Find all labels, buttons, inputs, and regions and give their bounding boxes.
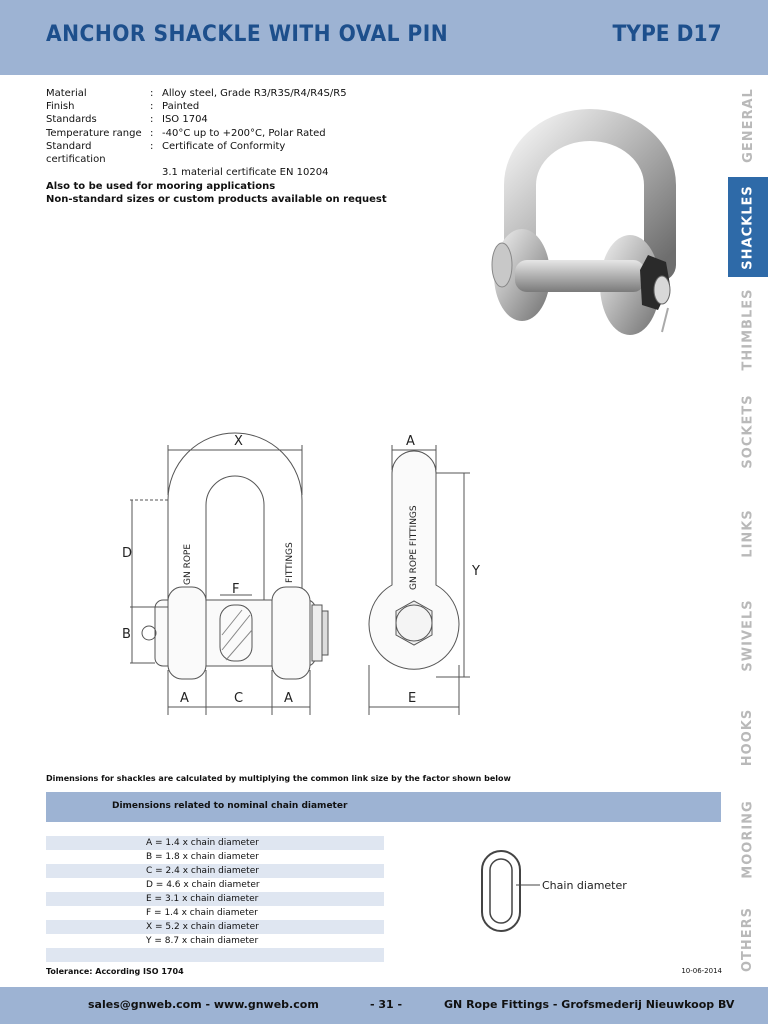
date: 10-06-2014 [681, 967, 722, 975]
tab-label: SHACKLES [740, 184, 756, 270]
product-type: TYPE D17 [612, 22, 722, 47]
table-row: E = 3.1 x chain diameter [46, 892, 384, 906]
spec-label: Material [46, 88, 87, 99]
label-a-side: A [406, 434, 415, 449]
tab-sockets[interactable] [728, 381, 768, 481]
spec-value: Alloy steel, Grade R3/R3S/R4/R4S/R5 [162, 88, 347, 99]
tab-hooks[interactable] [728, 687, 768, 787]
spec-colon: : [150, 114, 154, 126]
label-y: Y [472, 564, 480, 579]
table-row: C = 2.4 x chain diameter [46, 864, 384, 878]
spec-value: -40°C up to +200°C, Polar Rated [162, 127, 326, 139]
label-a-right: A [284, 691, 293, 706]
left-eye [168, 587, 206, 679]
spec-value: Certificate of Conformity [162, 140, 286, 152]
tab-label: GENERAL [740, 87, 756, 163]
spec-value: ISO 1704 [162, 114, 208, 126]
spec-label: Standards [46, 114, 97, 126]
spec-label: Standard certification [46, 140, 106, 166]
tab-label: SOCKETS [740, 393, 756, 469]
spec-value: Painted [162, 101, 200, 113]
tab-label: SWIVELS [740, 598, 756, 672]
label-a-left: A [180, 691, 189, 706]
tab-label: HOOKS [740, 708, 756, 766]
chain-link-diagram [480, 845, 640, 935]
footer-contact: sales@gnweb.com - www.gnweb.com [88, 998, 319, 1011]
spec-colon: : [150, 101, 154, 113]
table-row: X = 5.2 x chain diameter [46, 920, 384, 934]
spec-label: Temperature range [46, 127, 142, 139]
chain-label: Chain diameter [542, 879, 627, 892]
tolerance: Tolerance: According ISO 1704 [46, 967, 184, 976]
label-e: E [408, 691, 417, 706]
spec-row [46, 87, 347, 100]
tab-general[interactable] [728, 75, 768, 175]
footer-company: GN Rope Fittings - Grofsmederij Nieuwkoop BV [444, 998, 735, 1011]
right-eye [272, 587, 310, 679]
label-b: B [122, 627, 131, 642]
dimensions-header: Dimensions related to nominal chain diameter [112, 801, 348, 811]
table-row [46, 948, 384, 962]
table-row: F = 1.4 x chain diameter [146, 908, 258, 918]
spec-list [46, 87, 347, 179]
dimensions-note: Dimensions for shackles are calculated by multiplying the common link size by the factor shown below [46, 774, 511, 783]
tab-thimbles[interactable] [728, 279, 768, 379]
footer-page-number: - 31 - [370, 998, 403, 1011]
notes [46, 180, 387, 206]
spec-row [46, 113, 347, 126]
body-text-left: GN ROPE [183, 543, 193, 585]
spec-colon: : [150, 140, 154, 152]
spec-label [46, 166, 150, 179]
label-d: D [122, 546, 133, 561]
tab-label: THIMBLES [740, 288, 756, 370]
spec-value: 3.1 material certificate EN 10204 [162, 167, 329, 179]
label-x: X [234, 434, 243, 449]
spec-row [46, 100, 347, 113]
tab-label: LINKS [740, 508, 756, 558]
table-row: Y = 8.7 x chain diameter [146, 936, 259, 946]
page-header [0, 0, 768, 75]
side-text: GN ROPE FITTINGS [409, 505, 419, 590]
page-title: ANCHOR SHACKLE WITH OVAL PIN [46, 22, 449, 47]
spec-label: Finish [46, 101, 75, 113]
side-tabs [728, 75, 768, 987]
tab-label: MOORING [740, 799, 756, 879]
table-row: B = 1.8 x chain diameter [146, 852, 259, 862]
tab-others[interactable] [728, 891, 768, 987]
tab-shackles[interactable] [728, 177, 768, 277]
spec-row [46, 127, 347, 140]
note-line: Non-standard sizes or custom products available on request [46, 194, 387, 206]
label-c: C [234, 691, 244, 706]
spec-row [46, 140, 347, 166]
table-row: A = 1.4 x chain diameter [46, 836, 384, 850]
dimension-diagram [110, 425, 510, 725]
shackle-photo [480, 100, 690, 360]
tab-mooring[interactable] [728, 789, 768, 889]
tab-label: OTHERS [740, 906, 756, 972]
note-line: Also to be used for mooring applications [46, 181, 276, 192]
tab-links[interactable] [728, 483, 768, 583]
dimensions-table [46, 836, 384, 962]
label-f: F [232, 582, 240, 597]
tab-swivels[interactable] [728, 585, 768, 685]
body-text-right: FITTINGS [285, 542, 295, 583]
spec-colon: : [150, 88, 154, 99]
dimensions-header-bar [46, 792, 721, 822]
table-row: D = 4.6 x chain diameter [146, 880, 260, 890]
spec-row [46, 166, 347, 179]
page-footer [0, 987, 768, 1024]
spec-colon: : [150, 127, 154, 139]
